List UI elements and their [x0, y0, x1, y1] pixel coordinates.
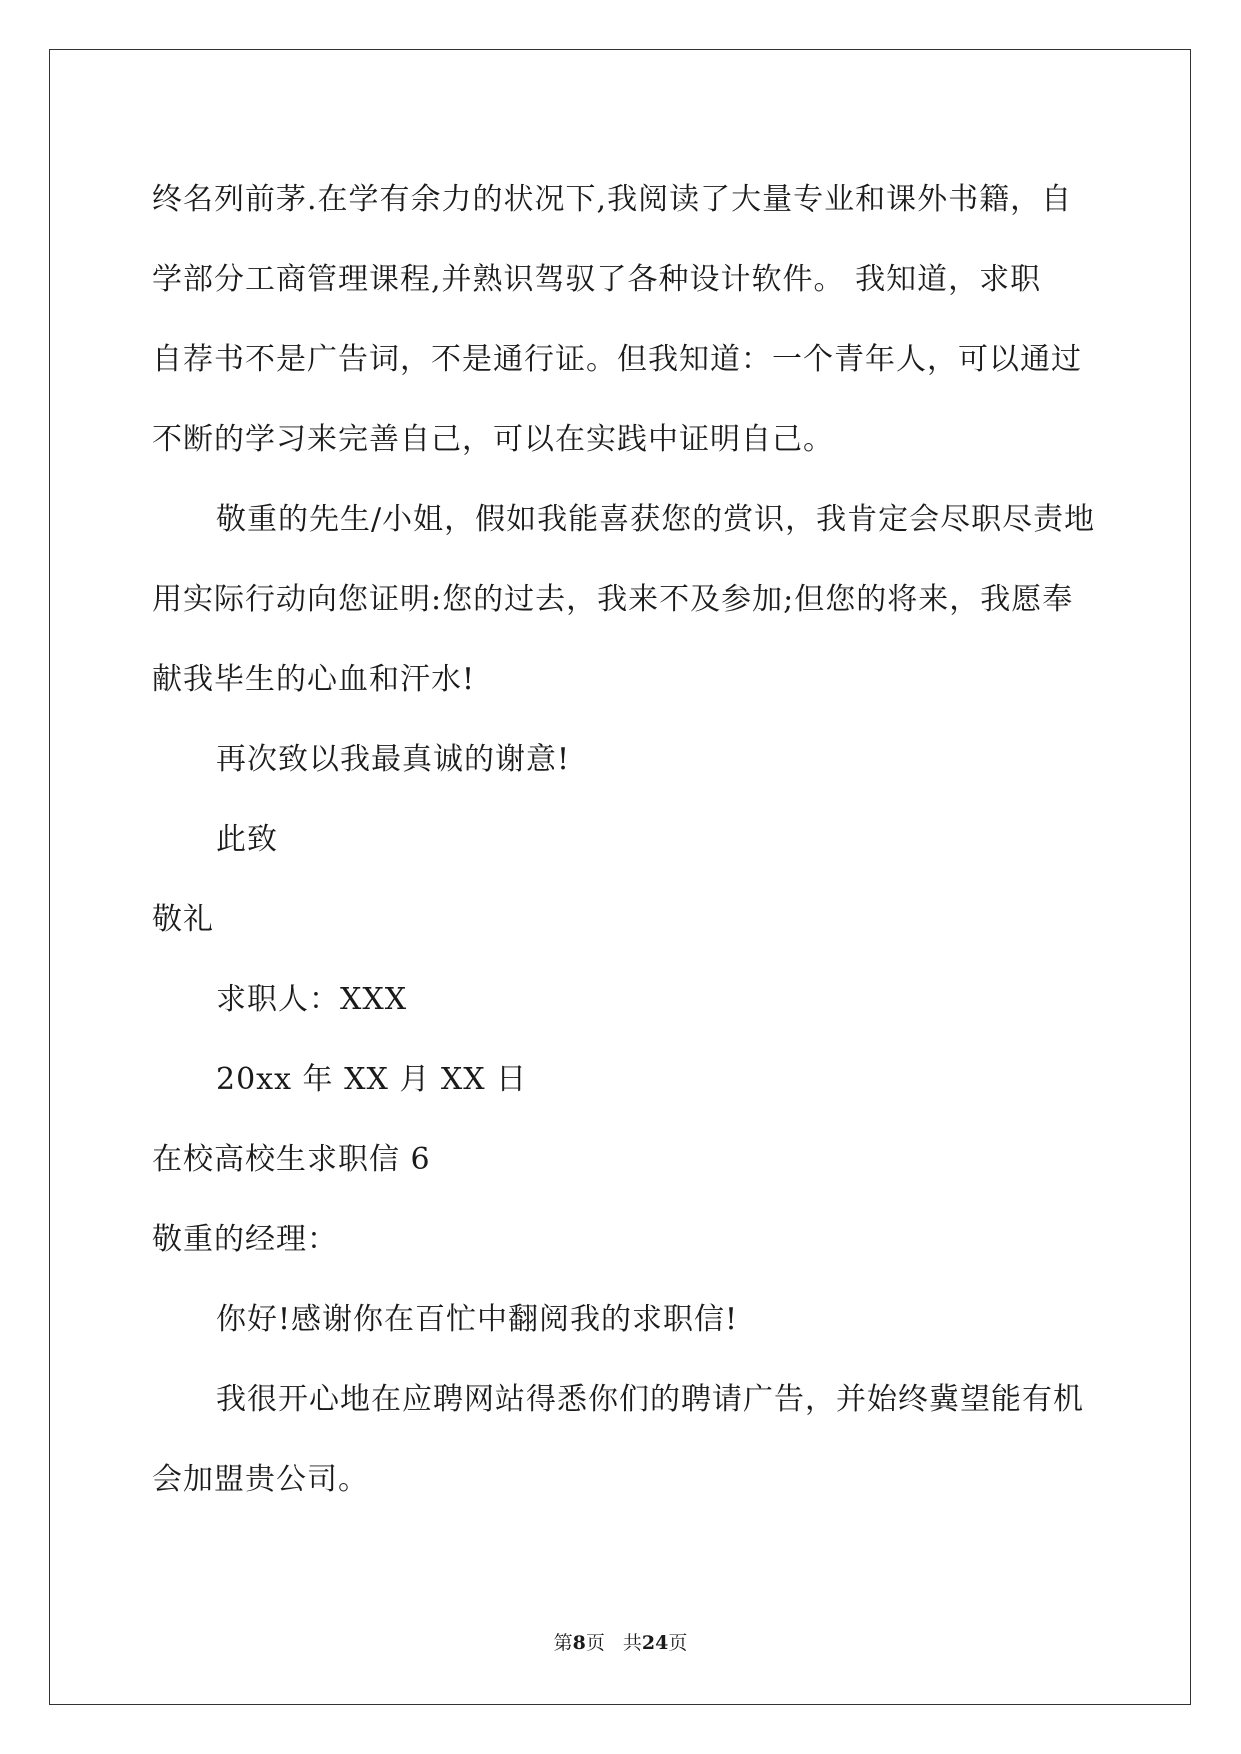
paragraph-line: 自荐书不是广告词，不是通行证。但我知道：一个青年人，可以通过 — [152, 342, 1082, 377]
signature-applicant: 求职人：XXX — [216, 982, 408, 1017]
paragraph-line: 终名列前茅.在学有余力的状况下,我阅读了大量专业和课外书籍，自 — [152, 182, 1073, 217]
paragraph-line: 敬重的先生/小姐，假如我能喜获您的赏识，我肯定会尽职尽责地 — [216, 502, 1096, 537]
footer-page-suffix: 页 — [585, 1632, 605, 1654]
closing-salutation: 此致 — [216, 822, 278, 857]
signature-date: 20xx 年 XX 月 XX 日 — [216, 1062, 528, 1097]
letter-greeting: 敬重的经理： — [152, 1222, 338, 1257]
footer-total-suffix: 页 — [668, 1632, 688, 1654]
paragraph-line: 你好!感谢你在百忙中翻阅我的求职信! — [216, 1302, 739, 1337]
page-footer — [0, 1628, 1241, 1655]
closing-thanks: 再次致以我最真诚的谢意! — [216, 742, 571, 777]
closing-regards: 敬礼 — [152, 902, 214, 937]
paragraph-line: 学部分工商管理课程,并熟识驾驭了各种设计软件。 我知道，求职 — [152, 262, 1042, 297]
paragraph-line: 不断的学习来完善自己，可以在实践中证明自己。 — [152, 422, 834, 457]
footer-total-prefix: 共 — [622, 1632, 642, 1654]
section-heading: 在校高校生求职信 6 — [152, 1142, 431, 1177]
paragraph-line: 会加盟贵公司。 — [152, 1462, 369, 1497]
document-body — [152, 160, 1096, 1520]
footer-prefix: 第 — [553, 1632, 573, 1654]
paragraph-line: 用实际行动向您证明:您的过去，我来不及参加;但您的将来，我愿奉 — [152, 582, 1074, 617]
footer-current-page: 8 — [572, 1632, 586, 1654]
footer-total-pages: 24 — [641, 1632, 669, 1654]
paragraph-line: 我很开心地在应聘网站得悉你们的聘请广告，并始终冀望能有机 — [216, 1382, 1084, 1417]
paragraph-line: 献我毕生的心血和汗水! — [152, 662, 476, 697]
